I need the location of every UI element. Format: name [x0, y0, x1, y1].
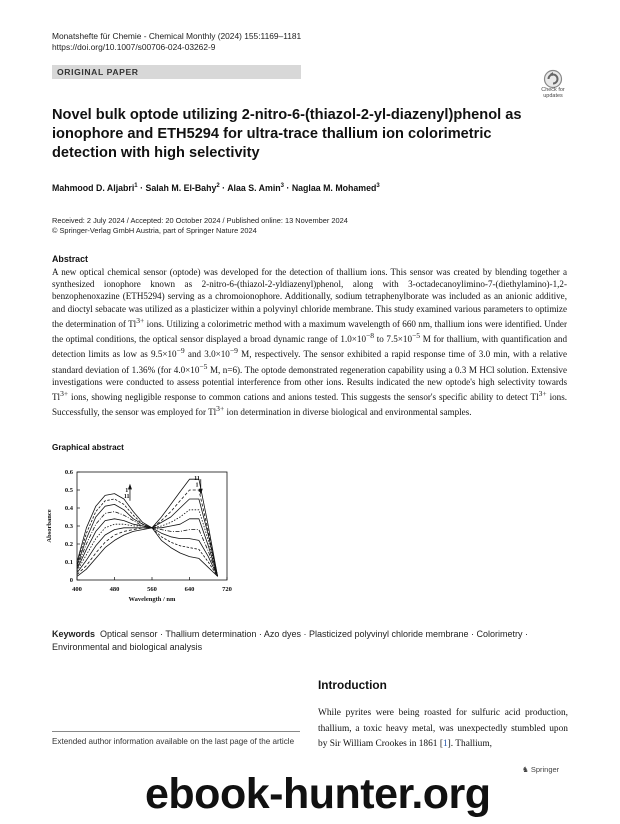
- doi-link[interactable]: https://doi.org/10.1007/s00706-024-03262-9: [52, 42, 216, 52]
- journal-citation: Monatshefte für Chemie - Chemical Monthly (2024) 155:1169–1181: [52, 31, 302, 41]
- y-tick-label: 0.6: [64, 469, 73, 476]
- curve-annotation: 11: [123, 494, 130, 501]
- absorbance-spectra-chart: [35, 462, 245, 614]
- y-tick-label: 0.1: [64, 559, 73, 566]
- author-2[interactable]: Salah M. El-Bahy$^2$: [145, 183, 220, 193]
- y-tick-label: 0.4: [64, 505, 73, 512]
- article-type-banner: [52, 65, 301, 79]
- journal-header: [52, 31, 301, 53]
- y-tick-label: 0: [69, 577, 73, 584]
- keywords: [52, 628, 567, 654]
- intro-sentence: While pyrites were being roasted for sulfuric acid production, thallium, a toxic heavy metal, was unexpectedly stumbled upon by Sir William Crookes in 1861 [: [318, 708, 568, 750]
- author-3[interactable]: Alaa S. Amin$^3$: [227, 183, 284, 193]
- citation-link[interactable]: 1: [442, 739, 448, 750]
- introduction-text: [318, 706, 568, 753]
- x-tick-label: 480: [109, 586, 120, 593]
- author-separator: ·: [137, 183, 146, 193]
- footnote: Extended author information available on the last page of the article: [52, 737, 295, 746]
- article-type-label: ORIGINAL PAPER: [57, 67, 139, 77]
- series-line: [77, 499, 218, 576]
- author-separator: ·: [219, 183, 228, 193]
- y-axis-label: Absorbance: [46, 509, 53, 543]
- publisher-name: Springer: [530, 765, 560, 774]
- curve-annotation: 1: [125, 487, 129, 494]
- check-for-updates-label[interactable]: [532, 87, 574, 99]
- x-tick-label: 720: [222, 586, 232, 593]
- springer-horse-icon: ♞: [522, 765, 529, 774]
- x-axis-label: Wavelength / nm: [128, 596, 176, 603]
- dates-line: Received: 2 July 2024 / Accepted: 20 October 2024 / Published online: 13 November 2024: [52, 216, 348, 225]
- series-line: [77, 499, 218, 576]
- badge-line-1: Check for: [541, 87, 565, 93]
- curve-annotation: 1: [195, 482, 199, 489]
- y-tick-label: 0.2: [64, 541, 73, 548]
- x-tick-label: 560: [147, 586, 157, 593]
- keywords-list: Optical sensor · Thallium determination · Azo dyes · Plasticized polyvinyl chloride membrane · Colorimetry · Environmental and biological analysis: [52, 629, 529, 652]
- publisher-logo: [522, 765, 559, 774]
- publication-history: [52, 216, 348, 236]
- x-tick-label: 640: [184, 586, 195, 593]
- arrow-up-icon: [128, 484, 132, 490]
- series-line: [77, 504, 218, 576]
- series-line: [77, 512, 218, 577]
- footnote-rule: [52, 731, 300, 732]
- copyright-line: © Springer-Verlag GmbH Austria, part of Springer Nature 2024: [52, 226, 257, 235]
- author-separator: ·: [283, 183, 292, 193]
- intro-sentence-end: ]. Thallium,: [447, 739, 493, 750]
- x-tick-label: 400: [72, 586, 82, 593]
- author-4[interactable]: Naglaa M. Mohamed$^3$: [291, 183, 380, 193]
- graphical-abstract-heading: Graphical abstract: [52, 443, 124, 452]
- paper-title: Novel bulk optode utilizing 2-nitro-6-(thiazol-2-yl-diazenyl)phenol as ionophore and ETH5294 for ultra-trace thallium ion colorimetric detection with high selectivity: [52, 107, 522, 161]
- abstract-text: A new optical chemical sensor (optode) was developed for the detection of thallium ions. This sensor was created by blending together a synthesized ionophore known as 2-nitro-6-(thiazol-2-yldiazenyl)phenol, along with 3-octadecanoylimino-7-(diethylamino)-1,2-benzophenoxazine (ETH5294) serving as a chromoionophore. Additionally, sodium tetraphenylborate was included as an anionic additive, and dioctyl sebacate was utilized as a plasticizer within a polyvinyl chloride membrane. This study examined various parameters to optimize the determination of $Tl^{3+}$ ions. Utilizing a colorimetric method with a maximum wavelength of 660 nm, thallium ions were identified. Under the optimal conditions, the optical sensor displayed a broad dynamic range of $1.0\times 10^{-8}$ to $7.5\times 10^{-5}$ M for thallium, with quantification and detection limits as low as $9.5\times 10^{-9}$ and $3.0\times 10^{-9}$ M, respectively. The sensor exhibited a rapid response time of 3.0 min, with a relative standard deviation of 1.36% (for $4.0\times 10^{-5}$ M, n=6). The optode demonstrated regeneration capability using a 0.3 M HCl solution. Extensive investigations were conducted to assess potential interference from other ions. Results indicated the new optode's high selectivity towards $Tl^{3+}$ ions, showing negligible response to common cations and anions tested. This suggests the sensor's specific ability to detect $Tl^{3+}$ ions. Successfully, the sensor was employed for $Tl^{3+}$ ion determination in diverse biological and environmental samples.: [52, 267, 568, 418]
- introduction-heading: Introduction: [318, 678, 387, 692]
- keywords-label: Keywords: [52, 629, 96, 639]
- author-1[interactable]: Mahmood D. Aljabri$^1$: [52, 183, 138, 193]
- watermark: ebook-hunter.org: [145, 770, 491, 818]
- author-list: [52, 183, 380, 193]
- curve-annotation: 11: [194, 476, 200, 483]
- badge-line-2: updates: [543, 93, 563, 99]
- series-line: [77, 494, 218, 577]
- abstract-heading: Abstract: [52, 254, 89, 264]
- y-tick-label: 0.3: [64, 523, 73, 530]
- y-tick-label: 0.5: [64, 487, 73, 494]
